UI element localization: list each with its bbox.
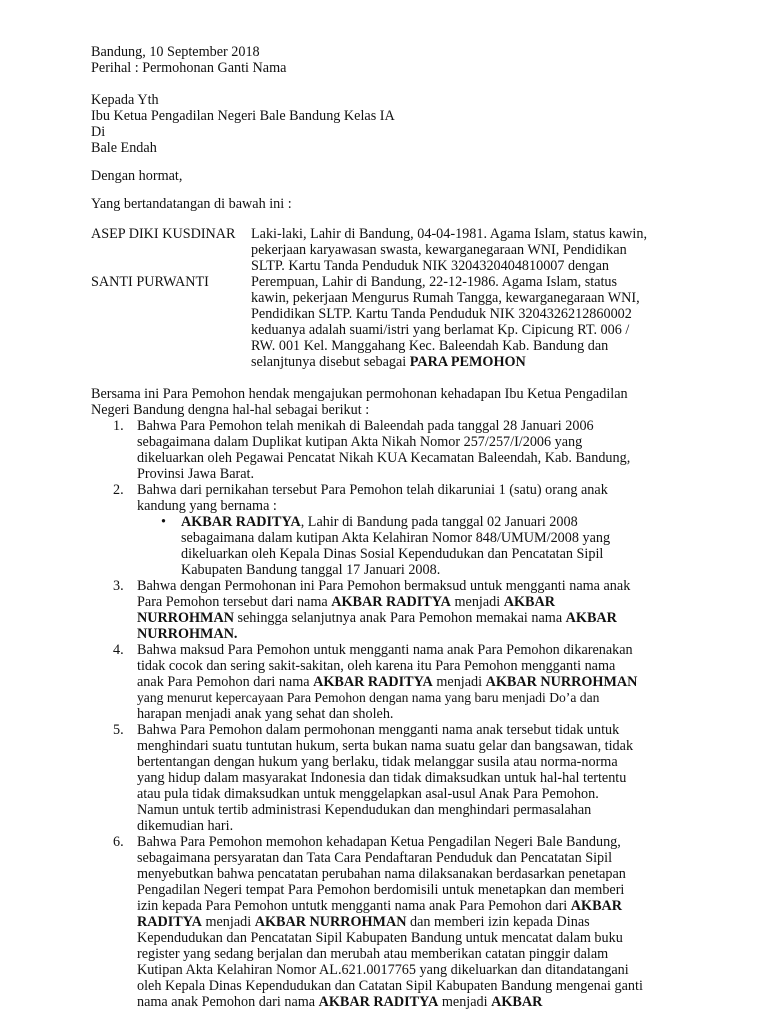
item-2-line: Bahwa dari pernikahan tersebut Para Pemohon telah dikaruniai 1 (satu) orang anak	[137, 482, 608, 498]
item-3-line: Bahwa dengan Permohonan ini Para Pemohon bermaksud untuk mengganti nama anak	[137, 578, 631, 594]
item-3-line	[137, 594, 555, 610]
new-name: AKBAR	[503, 594, 555, 610]
item-text: menjadi	[201, 914, 255, 930]
item-6-line	[137, 898, 622, 914]
applicant-detail-line: kawin, pekerjaan Mengurus Rumah Tangga, kewarganegaraan WNI,	[251, 290, 640, 306]
item-3-line: NURROHMAN.	[137, 626, 238, 642]
applicant-name-2: SANTI PURWANTI	[91, 274, 209, 290]
item-6-line: Kutipan Akta Kelahiran Nomor AL.621.0017765 yang dikeluarkan dan ditandatangani	[137, 962, 629, 978]
item-6-line: Bahwa Para Pemohon memohon kehadapan Ketua Pengadilan Negeri Bale Bandung,	[137, 834, 621, 850]
item-5-line: dikemudian hari.	[137, 818, 234, 834]
item-6-line: Pengadilan Negeri tempat Para Pemohon berdomisili untuk menetapkan dan memberi	[137, 882, 625, 898]
item-text: sehingga selanjutnya anak Para Pemohon memakai nama	[233, 610, 566, 626]
item-5-line: Bahwa Para Pemohon dalam permohonan mengganti nama anak tersebut tidak untuk	[137, 722, 620, 738]
bullet-icon: •	[161, 514, 166, 530]
item-6-line: register yang sedang berjalan dan merubah atau memberikan catatan pinggir dalam	[137, 946, 609, 962]
new-name: NURROHMAN	[137, 610, 234, 626]
item-2-line: kandung yang bernama :	[137, 498, 277, 514]
applicant-detail-line: Pendidikan SLTP. Kartu Tanda Penduduk NIK 3204326212860002	[251, 306, 632, 322]
body-intro-line: Bersama ini Para Pemohon hendak mengajukan permohonan kehadapan Ibu Ketua Pengadilan	[91, 386, 628, 402]
new-name: AKBAR NURROHMAN	[254, 914, 407, 930]
recipient-di: Di	[91, 124, 106, 140]
applicant-detail-line: keduanya adalah suami/istri yang berlamat Kp. Cipicung RT. 006 /	[251, 322, 630, 338]
bullet-line	[181, 514, 578, 530]
old-name: AKBAR	[570, 898, 623, 914]
item-4-line: Bahwa maksud Para Pemohon untuk mengganti nama anak Para Pemohon dikarenakan	[137, 642, 633, 658]
body-intro-line: Negeri Bandung dengna hal-hal sebagai berikut :	[91, 402, 370, 418]
item-3-line	[137, 610, 617, 626]
applicant-detail-line: Laki-laki, Lahir di Bandung, 04-04-1981. Agama Islam, status kawin,	[251, 226, 647, 242]
item-text: anak Para Pemohon dari nama	[137, 674, 314, 690]
bullet-line: Kabupaten Bandung tanggal 17 Januari 2008.	[181, 562, 441, 578]
item-text: menjadi	[450, 594, 504, 610]
item-number: 3.	[113, 578, 124, 594]
applicant-detail-line	[251, 354, 526, 370]
applicant-detail-line: Perempuan, Lahir di Bandung, 22-12-1986. Agama Islam, status	[251, 274, 618, 290]
applicant-name-1: ASEP DIKI KUSDINAR	[91, 226, 236, 242]
recipient-place: Bale Endah	[91, 140, 157, 156]
greeting: Dengan hormat,	[91, 168, 183, 184]
item-number: 5.	[113, 722, 124, 738]
item-1-line: Provinsi Jawa Barat.	[137, 466, 255, 482]
item-5-line: yang hidup dalam masyarakat Indonesia dan tidak dimaksudkan untuk hal-hal tertentu	[137, 770, 627, 786]
item-5-line: Namun untuk tertib administrasi Kependudukan dan menghindari permasalahan	[137, 802, 592, 818]
item-6-line	[137, 914, 590, 930]
item-text: Para Pemohon tersebut dari nama	[137, 594, 332, 610]
item-text: nama anak Pemohon dari nama	[137, 994, 319, 1010]
old-name: RADITYA	[137, 914, 202, 930]
item-4-line: harapan menjadi anak yang sehat dan sholeh.	[137, 706, 394, 722]
recipient-name: Ibu Ketua Pengadilan Negeri Bale Bandung Kelas IA	[91, 108, 395, 124]
item-5-line: bertentangan dengan hukum yang berlaku, tidak melanggar susila atau norma-norma	[137, 754, 618, 770]
item-text: menjadi	[438, 994, 492, 1010]
old-name: AKBAR RADITYA	[313, 674, 433, 690]
item-5-line: atau pula tidak dimaksudkan untuk menggelapkan asal-usul Anak Para Pemohon.	[137, 786, 599, 802]
intro-line: Yang bertandatangan di bawah ini :	[91, 196, 292, 212]
item-text: dan memberi izin kepada Dinas	[406, 914, 590, 930]
item-number: 1.	[113, 418, 124, 434]
item-6-line: oleh Kepala Dinas Kependudukan dan Catatan Sipil Kabupaten Bandung mengenai ganti	[137, 978, 643, 994]
item-4-line: yang menurut kepercayaan Para Pemohon dengan nama yang baru menjadi Do’a dan	[137, 690, 600, 705]
bullet-text: , Lahir di Bandung pada tanggal 02 Januari 2008	[300, 514, 578, 530]
item-6-line	[137, 994, 542, 1010]
subject-line: Perihal : Permohonan Ganti Nama	[91, 60, 287, 76]
recipient-salutation: Kepada Yth	[91, 92, 159, 108]
bullet-line: dikeluarkan oleh Kepala Dinas Sosial Kependudukan dan Pencatatan Sipil	[181, 546, 604, 562]
item-number: 6.	[113, 834, 124, 850]
new-name: AKBAR NURROHMAN	[485, 674, 638, 690]
bullet-line: sebagaimana dalam kutipan Akta Kelahiran Nomor 848/UMUM/2008 yang	[181, 530, 611, 546]
old-name: AKBAR RADITYA	[331, 594, 451, 610]
item-4-line	[137, 674, 637, 690]
item-4-line: tidak cocok dan sering sakit-sakitan, oleh karena itu Para Pemohon mengganti nama	[137, 658, 616, 674]
item-text: izin kepada Para Pemohon untutk mengganti nama anak Para Pemohon dari	[137, 898, 571, 914]
old-name: AKBAR RADITYA	[318, 994, 439, 1010]
item-5-line: menghindari suatu tuntutan hukum, serta bukan nama suatu gelar dan bangsawan, tidak	[137, 738, 634, 754]
applicant-detail-line: RW. 001 Kel. Manggahang Kec. Baleendah Kab. Bandung dan	[251, 338, 609, 354]
para-pemohon-term: PARA PEMOHON	[409, 354, 526, 370]
applicant-detail-text: selanjtunya disebut sebagai	[251, 354, 410, 370]
applicant-detail-line: SLTP. Kartu Tanda Penduduk NIK 3204320404810007 dengan	[251, 258, 610, 274]
item-number: 2.	[113, 482, 124, 498]
item-6-line: Kependudukan dan Pencatatan Sipil Kabupaten Bandung untuk mencatat dalam buku	[137, 930, 623, 946]
item-6-line: menyebutkan bahwa pencatatan perubahan nama dilaksanakan berdasarkan penetapan	[137, 866, 626, 882]
item-1-line: Bahwa Para Pemohon telah menikah di Baleendah pada tanggal 28 Januari 2006	[137, 418, 594, 434]
applicant-detail-line: pekerjaan karyawasan swasta, kewarganegaraan WNI, Pendidikan	[251, 242, 627, 258]
child-name: AKBAR RADITYA	[181, 514, 301, 530]
new-name: AKBAR	[491, 994, 543, 1010]
new-name: AKBAR	[565, 610, 617, 626]
item-1-line: sebagaimana dalam Duplikat kutipan Akta Nikah Nomor 257/257/I/2006 yang	[137, 434, 583, 450]
item-1-line: dikeluarkan oleh Pegawai Pencatat Nikah KUA Kecamatan Baleendah, Kab. Bandung,	[137, 450, 631, 466]
place-date: Bandung, 10 September 2018	[91, 44, 260, 60]
item-text: menjadi	[432, 674, 486, 690]
item-number: 4.	[113, 642, 124, 658]
item-6-line: sebagaimana persyaratan dan Tata Cara Pendaftaran Penduduk dan Pencatatan Sipil	[137, 850, 613, 866]
